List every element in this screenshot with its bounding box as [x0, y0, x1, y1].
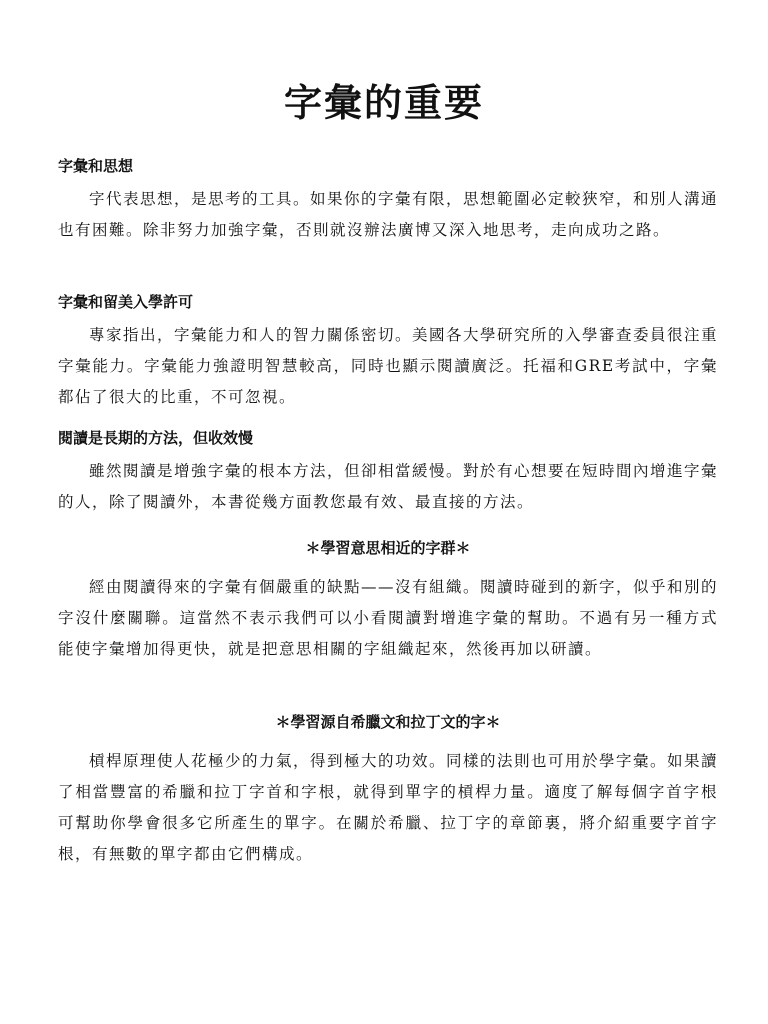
section-word-groups: [58, 538, 718, 665]
section-paragraph: 雖然閱讀是增強字彙的根本方法，但卻相當緩慢。對於有心想要在短時間內增進字彙的人，除了閱讀外，本書從幾方面教您最有效、最直接的方法。: [58, 462, 719, 511]
section-reading-method: [58, 428, 718, 518]
page-title: 字彙的重要: [283, 80, 484, 125]
section-vocabulary-and-admission: [58, 292, 718, 413]
section-heading: 閱讀是長期的方法，但收效慢: [58, 429, 254, 447]
section-paragraph: 專家指出，字彙能力和人的智力關係密切。美國各大學研究所的入學審查委員很注重字彙能力。字彙能力強證明智慧較高，同時也顯示閱讀廣泛。托福和GRE考試中，字彙都佔了很大的比重，不可忽視。: [58, 326, 719, 406]
section-heading: 字彙和思想: [58, 157, 134, 175]
section-heading: ＊學習意思相近的字群＊: [305, 539, 471, 557]
section-paragraph: 字代表思想，是思考的工具。如果你的字彙有限，思想範圍必定較狹窄，和別人溝通也有困難。除非努力加強字彙，否則就沒辦法廣博又深入地思考，走向成功之路。: [58, 190, 719, 239]
section-greek-latin-words: [58, 712, 718, 870]
section-paragraph: 經由閱讀得來的字彙有個嚴重的缺點——沒有組織。閱讀時碰到的新字，似乎和別的字沒什麼關聯。這當然不表示我們可以小看閱讀對增進字彙的幫助。不過有另一種方式能使字彙增加得更快，就是把意思相關的字組織起來，然後再加以研讀。: [58, 578, 719, 658]
section-paragraph: 槓桿原理使人花極少的力氣，得到極大的功效。同樣的法則也可用於學字彙。如果讀了相當豐富的希臘和拉丁字首和字根，就得到單字的槓桿力量。適度了解每個字首字根可幫助你學會很多它所產生的單字。在關於希臘、拉丁字的章節裏，將介紹重要字首字根，有無數的單字都由它們構成。: [58, 752, 719, 863]
section-heading: ＊學習源自希臘文和拉丁文的字＊: [275, 713, 501, 731]
section-heading: 字彙和留美入學許可: [58, 293, 194, 311]
section-vocabulary-and-thought: [58, 156, 718, 246]
